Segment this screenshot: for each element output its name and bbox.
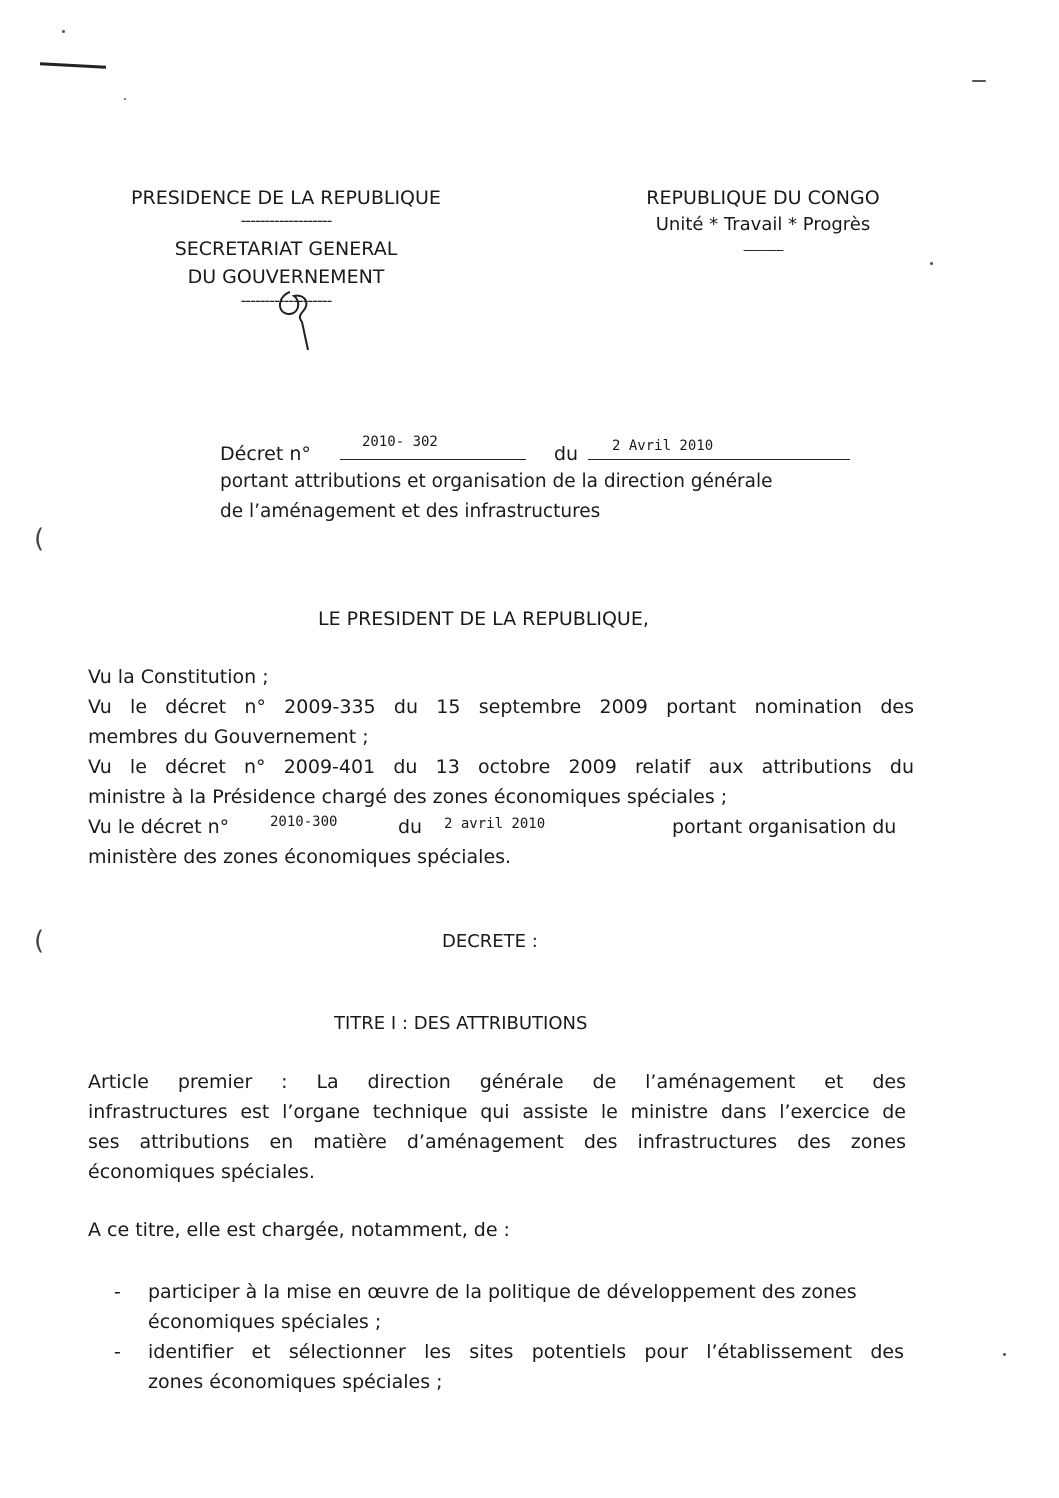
secretariat-title: SECRETARIAT GENERAL: [174, 238, 398, 260]
decree-title-line: portant attributions et organisation de la direction générale: [220, 471, 773, 492]
punch-hole-mark: (: [34, 524, 45, 554]
scan-speck: [972, 80, 986, 82]
visa-line: Vu le décret n°: [88, 816, 230, 838]
visa-line: ministre à la Présidence chargé des zones économiques spéciales ;: [88, 786, 728, 808]
decree-du: du: [554, 443, 579, 465]
decree-label: Décret n°: [220, 443, 311, 465]
decree-date: 2 Avril 2010: [612, 438, 714, 454]
presidency-title: PRESIDENCE DE LA REPUBLIQUE: [131, 187, 441, 209]
visa-line: ministère des zones économiques spéciales.: [88, 846, 512, 868]
decree-date-underline: [588, 459, 850, 460]
separator: -------------------: [240, 211, 332, 230]
separator: -------------------: [240, 291, 332, 310]
decree-number-underline: [340, 459, 526, 460]
list-item-line: zones économiques spéciales ;: [148, 1371, 443, 1393]
list-dash: -: [114, 1341, 121, 1363]
visa-du: du: [398, 816, 423, 838]
decree-number: 2010- 302: [362, 434, 438, 450]
handwritten-initials: [268, 282, 328, 354]
president-heading: LE PRESIDENT DE LA REPUBLIQUE,: [318, 608, 649, 630]
visa-line: Vu le décret n° 2009-335 du 15 septembre 2009 portant nomination des: [88, 696, 914, 718]
scan-speck: [124, 98, 126, 100]
list-item: [114, 1337, 904, 1397]
visa-decree-date: 2 avril 2010: [444, 816, 546, 832]
article-line: Article premier : La direction générale de l’aménagement et des: [88, 1071, 906, 1093]
visa-decree-number: 2010-300: [270, 814, 338, 830]
list-item-line: identifier et sélectionner les sites potentiels pour l’établissement des: [148, 1341, 904, 1363]
visa-line: Vu le décret n° 2009-401 du 13 octobre 2009 relatif aux attributions du: [88, 756, 914, 778]
punch-hole-mark: (: [34, 926, 45, 956]
visa-constitution: Vu la Constitution ;: [88, 666, 269, 688]
visa-line: membres du Gouvernement ;: [88, 726, 369, 748]
header-right: [618, 185, 908, 261]
article-line: infrastructures est l’organe technique qui assiste le ministre dans l’exercice de: [88, 1101, 906, 1123]
decrete-heading: DECRETE :: [442, 931, 538, 952]
separator: ------------: [743, 243, 783, 257]
titre-heading: TITRE I : DES ATTRIBUTIONS: [334, 1013, 588, 1034]
article-line: économiques spéciales.: [88, 1161, 315, 1183]
scan-speck: [62, 30, 65, 33]
list-dash: -: [114, 1281, 121, 1303]
list-item-line: participer à la mise en œuvre de la politique de développement des zones: [148, 1281, 857, 1303]
scan-speck: [1003, 1353, 1006, 1356]
scan-mark: [40, 62, 106, 68]
list-item-line: économiques spéciales ;: [148, 1311, 382, 1333]
national-motto: Unité * Travail * Progrès: [655, 214, 871, 235]
scan-speck: [930, 262, 933, 265]
list-item: [114, 1277, 894, 1337]
republic-title: REPUBLIQUE DU CONGO: [646, 187, 880, 209]
government-title: DU GOUVERNEMENT: [187, 266, 385, 288]
article-line: ses attributions en matière d’aménagement des infrastructures des zones: [88, 1131, 906, 1153]
intro-text: A ce titre, elle est chargée, notamment, de :: [88, 1219, 510, 1241]
visa-line: portant organisation du: [672, 816, 897, 838]
decree-title-line: de l’aménagement et des infrastructures: [220, 501, 601, 522]
